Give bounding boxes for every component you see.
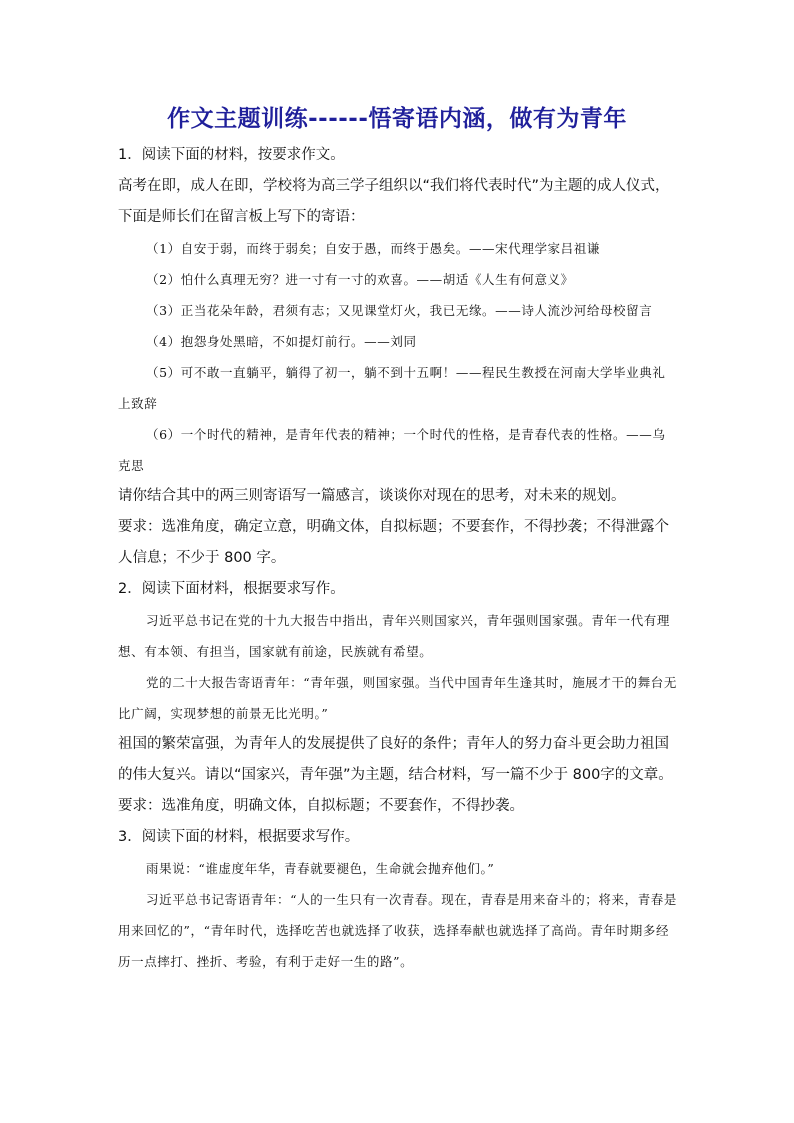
question-1-task: 请你结合其中的两三则寄语写一篇感言，谈谈你对现在的思考，对未来的规划。 [118,488,626,504]
question-2-quote-2: 党的二十大报告寄语青年：“青年强，则国家强。当代中国青年生逢其时，施展才干的舞台无比广阔，实现梦想的前景无比光明。” [118,675,677,721]
question-2-quote-1: 习近平总书记在党的十九大报告中指出，青年兴则国家兴，青年强则国家强。青年一代有理想、有本领、有担当，国家就有前途，民族就有希望。 [118,613,671,659]
question-2-requirements: 要求：选准角度，明确文体，自拟标题；不要套作，不得抄袭。 [118,798,524,814]
question-1-quote-4: （4）抱怨身处黑暗，不如提灯前行。——刘同 [146,334,417,349]
question-1-quote-3: （3）正当花朵年龄，君须有志；又见课堂灯火，我已无缘。——诗人流沙河给母校留言 [146,303,653,318]
question-3-quote-2: 习近平总书记寄语青年：“人的一生只有一次青春。现在，青春是用来奋斗的；将来，青春是用来回忆的”，“青年时代，选择吃苦也就选择了收获，选择奉献也就选择了高尚。青年时期多经历一点摔打、挫折、考验，有利于走好一生的路”。 [118,892,677,969]
question-2-heading: 2．阅读下面材料，根据要求写作。 [118,581,345,597]
question-1-quote-1: （1）自安于弱，而终于弱矣；自安于愚，而终于愚矣。——宋代理学家吕祖谦 [146,241,600,256]
question-1-quote-6: （6）一个时代的精神，是青年代表的精神；一个时代的性格，是青春代表的性格。——乌克思 [118,427,666,473]
question-1-heading: 1．阅读下面的材料，按要求作文。 [118,147,345,163]
question-3-heading: 3．阅读下面的材料，根据要求写作。 [118,829,360,845]
question-2-task: 祖国的繁荣富强，为青年人的发展提供了良好的条件；青年人的努力奋斗更会助力祖国的伟大复兴。请以“国家兴，青年强”为主题，结合材料，写一篇不少于 800字的文章。 [118,736,673,783]
document-title: 作文主题训练------悟寄语内涵，做有为青年 [167,106,627,132]
question-1-quote-2: （2）怕什么真理无穷？进一寸有一寸的欢喜。——胡适《人生有何意义》 [146,272,574,287]
question-3-quote-1: 雨果说：“谁虚度年华，青春就要褪色，生命就会抛弃他们。” [146,861,495,876]
question-1-intro: 高考在即，成人在即，学校将为高三学子组织以“我们将代表时代”为主题的成人仪式，下面是师长们在留言板上写下的寄语： [118,178,670,225]
document-content [118,140,678,977]
question-1-quote-5: （5）可不敢一直躺平，躺得了初一，躺不到十五啊！——程民生教授在河南大学毕业典礼上致辞 [118,365,666,411]
question-1-requirements: 要求：选准角度，确定立意，明确文体，自拟标题；不要套作，不得抄袭；不得泄露个人信息；不少于 800 字。 [118,519,669,566]
